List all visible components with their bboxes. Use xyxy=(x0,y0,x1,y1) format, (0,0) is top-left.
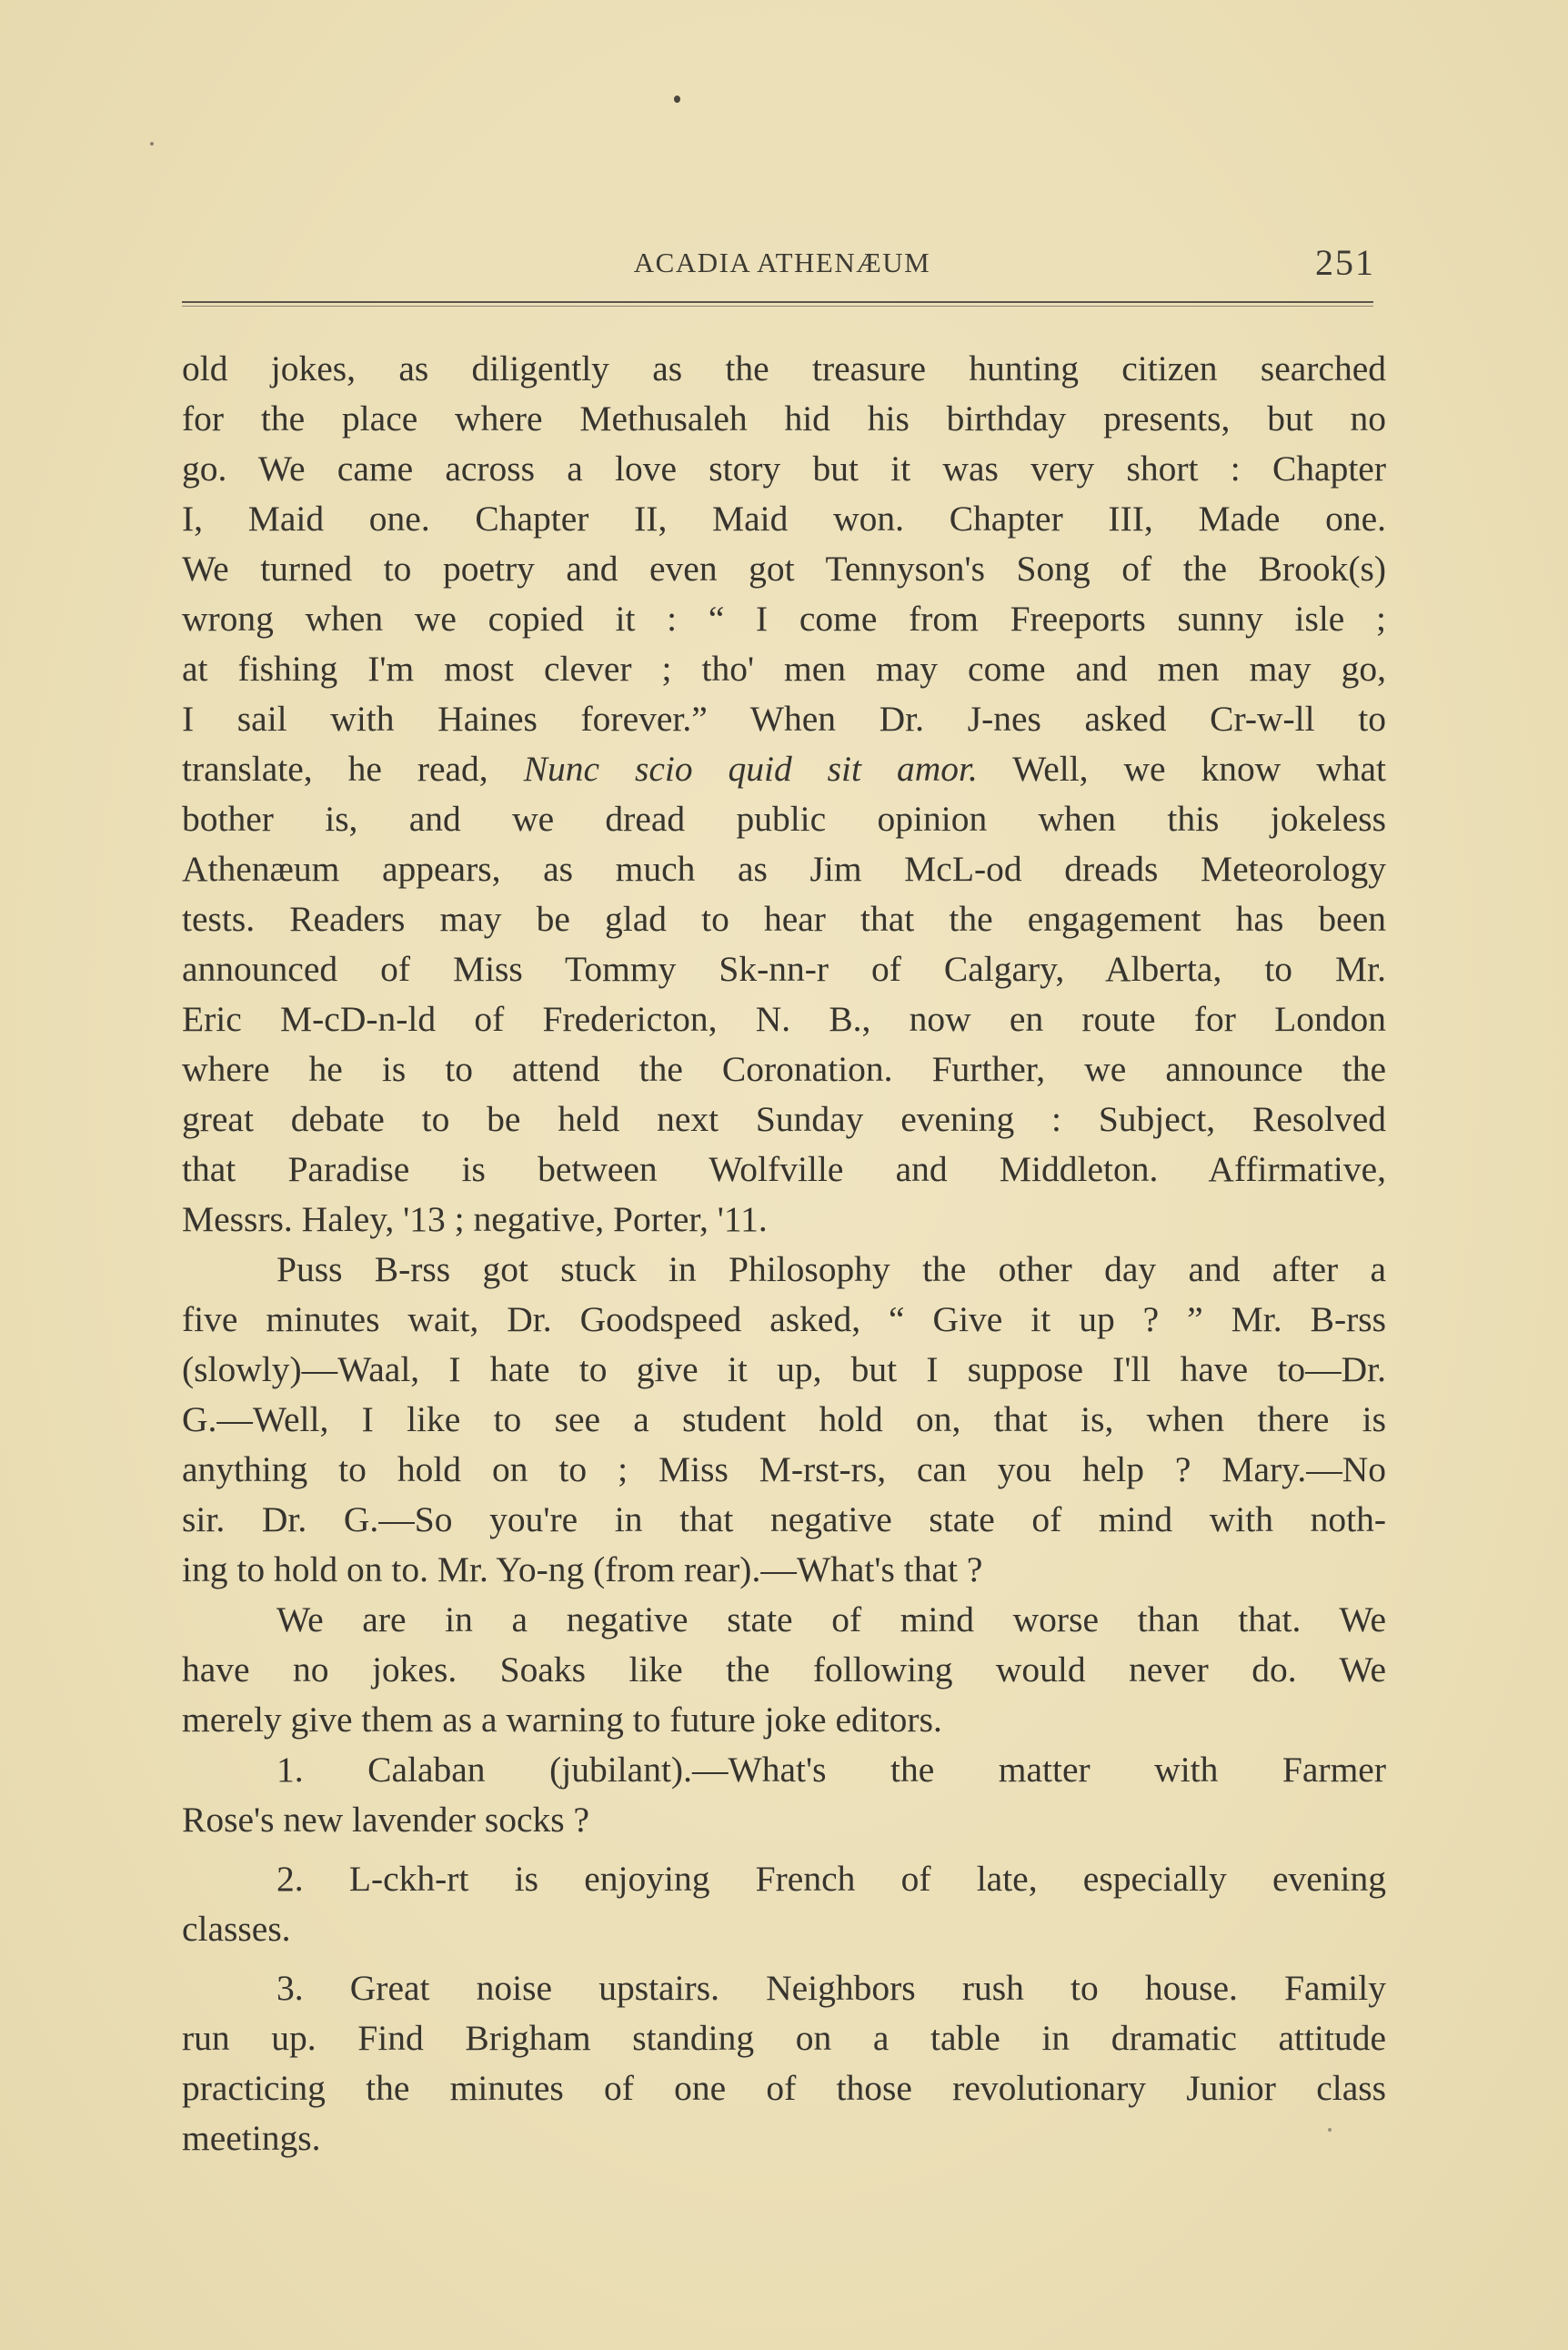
text-line: We are in a negative state of mind worse than that. We xyxy=(276,1599,1386,1639)
text-line: great debate to be held next Sunday evening : Subject, Resolved xyxy=(182,1099,1386,1139)
text-line: I, Maid one. Chapter II, Maid won. Chapter III, Made one. xyxy=(182,499,1386,539)
text-line: Puss B-rss got stuck in Philosophy the other day and after a xyxy=(276,1249,1386,1289)
text-line: tests. Readers may be glad to hear that the engagement has been xyxy=(182,899,1386,939)
text-line: G.—Well, I like to see a student hold on, that is, when there is xyxy=(182,1399,1386,1439)
text-line: We turned to poetry and even got Tennyson's Song of the Brook(s) xyxy=(182,549,1386,589)
joke-item xyxy=(182,1745,1386,1845)
header-rule xyxy=(182,301,1373,303)
text-line: bother is, and we dread public opinion when this jokeless xyxy=(182,799,1386,839)
paragraph xyxy=(182,1245,1386,1595)
text-line: meetings. xyxy=(182,2118,321,2158)
joke-item xyxy=(182,1963,1386,2163)
text-segment: Well, we know what xyxy=(977,749,1386,789)
text-line: I sail with Haines forever.” When Dr. J-nes asked Cr-w-ll to xyxy=(182,699,1386,739)
ink-speck xyxy=(674,96,680,103)
text-line: go. We came across a love story but it was very short : Chapter xyxy=(182,449,1386,489)
text-line: ing to hold on to. Mr. Yo-ng (from rear).—What's that ? xyxy=(182,1549,983,1589)
text-line: 3. Great noise upstairs. Neighbors rush to house. Family xyxy=(276,1968,1386,2008)
text-line: old jokes, as diligently as the treasure hunting citizen searched xyxy=(182,348,1386,388)
text-line: at fishing I'm most clever ; tho' men may come and men may go, xyxy=(182,649,1386,689)
text-line: 2. L-ckh-rt is enjoying French of late, especially evening xyxy=(276,1859,1386,1899)
page-number: 251 xyxy=(1315,242,1375,283)
text-line: practicing the minutes of one of those revolutionary Junior class xyxy=(182,2068,1386,2108)
text-line: anything to hold on to ; Miss M-rst-rs, can you help ? Mary.—No xyxy=(182,1449,1386,1489)
text-line: run up. Find Brigham standing on a table in dramatic attitude xyxy=(182,2018,1386,2058)
text-line: five minutes wait, Dr. Goodspeed asked, “ Give it up ? ” Mr. B-rss xyxy=(182,1299,1386,1339)
text-line xyxy=(182,744,1386,794)
running-header xyxy=(182,241,1382,296)
text-line: that Paradise is between Wolfville and Middleton. Affirmative, xyxy=(182,1149,1386,1189)
paragraph xyxy=(182,1595,1386,1745)
running-title: ACADIA ATHENÆUM xyxy=(633,247,931,278)
text-line: sir. Dr. G.—So you're in that negative state of mind with noth- xyxy=(182,1499,1386,1539)
text-line: for the place where Methusaleh hid his birthday presents, but no xyxy=(182,398,1386,439)
text-line: wrong when we copied it : “ I come from Freeports sunny isle ; xyxy=(182,599,1386,639)
text-line: Rose's new lavender socks ? xyxy=(182,1800,590,1840)
header-rule-fine xyxy=(182,306,1373,307)
text-line: 1. Calaban (jubilant).—What's the matter with Farmer xyxy=(276,1750,1386,1790)
paragraph xyxy=(182,344,1386,1245)
body-text xyxy=(182,344,1386,2163)
text-line: Eric M-cD-n-ld of Fredericton, N. B., now en route for London xyxy=(182,999,1386,1039)
latin-phrase: Nunc scio quid sit amor. xyxy=(523,749,978,789)
text-line: announced of Miss Tommy Sk-nn-r of Calgary, Alberta, to Mr. xyxy=(182,949,1386,989)
text-line: have no jokes. Soaks like the following would never do. We xyxy=(182,1649,1386,1689)
text-line: (slowly)—Waal, I hate to give it up, but I suppose I'll have to—Dr. xyxy=(182,1349,1386,1389)
text-line: Athenæum appears, as much as Jim McL-od dreads Meteorology xyxy=(182,849,1386,889)
text-line: merely give them as a warning to future joke editors. xyxy=(182,1699,942,1740)
joke-item xyxy=(182,1854,1386,1954)
text-line: Messrs. Haley, '13 ; negative, Porter, '11. xyxy=(182,1199,768,1239)
ink-speck xyxy=(150,142,154,146)
text-line: where he is to attend the Coronation. Further, we announce the xyxy=(182,1049,1386,1089)
text-line: classes. xyxy=(182,1909,291,1949)
text-segment: translate, he read, xyxy=(182,749,524,789)
